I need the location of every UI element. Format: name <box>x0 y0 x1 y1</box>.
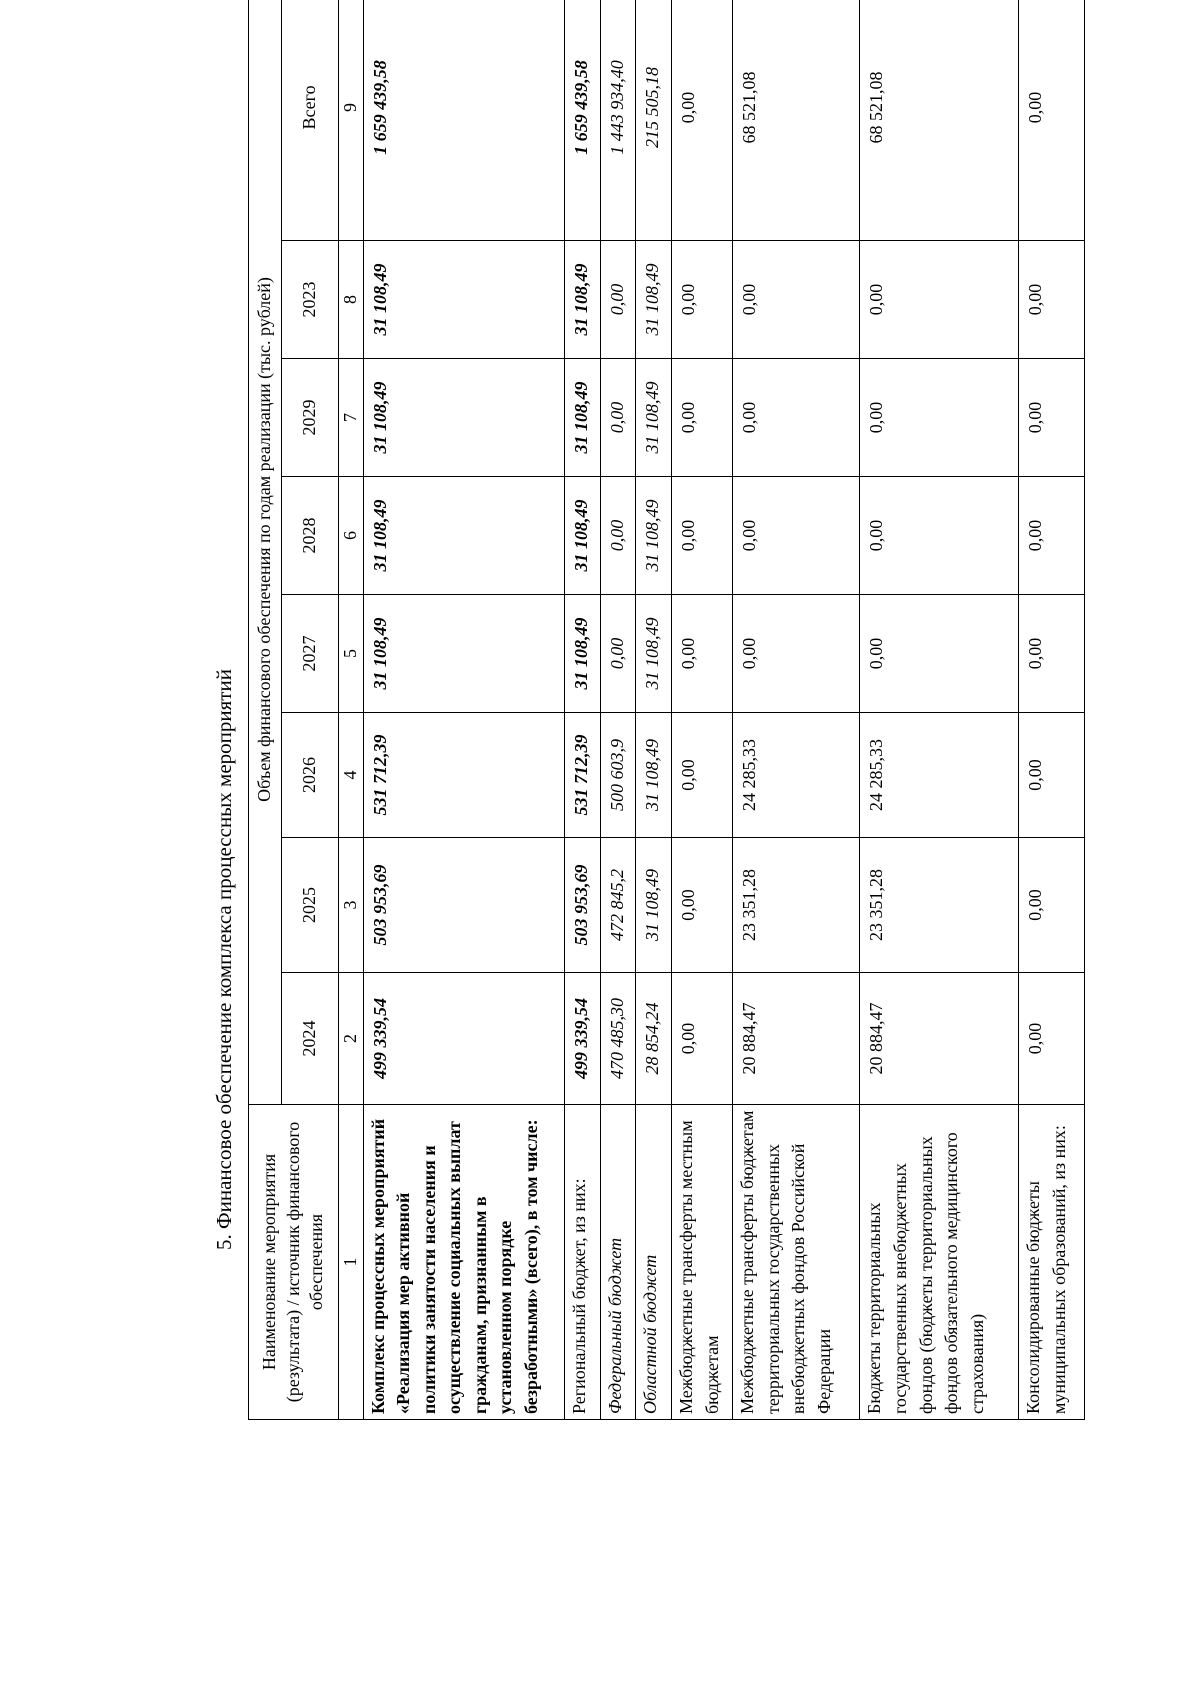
financing-table <box>248 0 1085 1420</box>
row-name: Комплекс процессных мероприятий «Реализация мер активной политики занятости населения и осуществление социальных выплат гражданам, признанным в установленном порядке безработными» (всего), в том числе: <box>363 1105 564 1420</box>
row-value: 0,00 <box>1019 713 1085 838</box>
row-value: 20 884,47 <box>733 973 860 1105</box>
row-value: 470 485,30 <box>600 973 636 1105</box>
table-row-federal-budget <box>600 0 636 1420</box>
row-value: 0,00 <box>671 359 732 477</box>
row-value: 1 443 934,40 <box>600 0 636 241</box>
header-total: Всего <box>281 0 338 241</box>
column-number: 8 <box>338 241 363 359</box>
row-value: 0,00 <box>860 595 1019 713</box>
row-value: 31 108,49 <box>565 595 601 713</box>
table-row-municipal-budgets <box>1019 0 1085 1420</box>
column-number: 5 <box>338 595 363 713</box>
row-value: 31 108,49 <box>636 359 672 477</box>
column-number: 7 <box>338 359 363 477</box>
row-name: Федеральный бюджет <box>600 1105 636 1420</box>
column-number-row <box>338 0 363 1420</box>
row-value: 0,00 <box>1019 0 1085 241</box>
row-value: 0,00 <box>600 241 636 359</box>
row-value: 0,00 <box>671 241 732 359</box>
row-value: 24 285,33 <box>733 713 860 838</box>
row-name: Консолидированные бюджеты муниципальных образований, из них: <box>1019 1105 1085 1420</box>
row-value: 500 603,9 <box>600 713 636 838</box>
header-year: 2025 <box>281 838 338 973</box>
row-name: Межбюджетные трансферты бюджетам территориальных государственных внебюджетных фондов Российской Федерации <box>733 1105 860 1420</box>
row-value: 24 285,33 <box>860 713 1019 838</box>
row-value: 0,00 <box>733 595 860 713</box>
column-number: 1 <box>338 1105 363 1420</box>
row-value: 0,00 <box>600 359 636 477</box>
row-value: 31 108,49 <box>565 359 601 477</box>
row-value: 0,00 <box>860 359 1019 477</box>
header-year: 2028 <box>281 477 338 595</box>
row-value: 31 108,49 <box>636 595 672 713</box>
row-value: 0,00 <box>733 477 860 595</box>
row-value: 31 108,49 <box>636 477 672 595</box>
row-value: 31 108,49 <box>636 838 672 973</box>
row-value: 0,00 <box>1019 838 1085 973</box>
row-value: 0,00 <box>1019 359 1085 477</box>
row-value: 0,00 <box>1019 477 1085 595</box>
row-value: 0,00 <box>671 595 732 713</box>
row-value: 68 521,08 <box>860 0 1019 241</box>
table-row-extrabudgetary-funds <box>860 0 1019 1420</box>
row-value: 0,00 <box>733 359 860 477</box>
row-value: 499 339,54 <box>565 973 601 1105</box>
row-value: 20 884,47 <box>860 973 1019 1105</box>
row-value: 31 108,49 <box>363 359 564 477</box>
header-year: 2029 <box>281 359 338 477</box>
row-value: 503 953,69 <box>363 838 564 973</box>
row-value: 499 339,54 <box>363 973 564 1105</box>
row-value: 0,00 <box>671 838 732 973</box>
table-row-extrabudgetary-transfers <box>733 0 860 1420</box>
row-value: 531 712,39 <box>565 713 601 838</box>
column-number: 4 <box>338 713 363 838</box>
column-number: 9 <box>338 0 363 241</box>
row-value: 531 712,39 <box>363 713 564 838</box>
row-value: 31 108,49 <box>636 241 672 359</box>
row-value: 23 351,28 <box>733 838 860 973</box>
header-year: 2027 <box>281 595 338 713</box>
column-number: 2 <box>338 973 363 1105</box>
page-title: 5. Финансовое обеспечение комплекса процессных мероприятий <box>212 669 236 1250</box>
financing-table-wrapper <box>248 60 1085 1420</box>
header-row-group <box>249 0 282 1420</box>
row-name: Региональный бюджет, из них: <box>565 1105 601 1420</box>
row-value: 503 953,69 <box>565 838 601 973</box>
table-row-complex-total <box>363 0 564 1420</box>
row-value: 0,00 <box>1019 595 1085 713</box>
header-volume-group: Объем финансового обеспечения по годам реализации (тыс. рублей) <box>249 0 282 1105</box>
header-year: 2023 <box>281 241 338 359</box>
row-value: 31 108,49 <box>363 595 564 713</box>
row-value: 23 351,28 <box>860 838 1019 973</box>
row-value: 31 108,49 <box>363 241 564 359</box>
row-name: Межбюджетные трансферты местным бюджетам <box>671 1105 732 1420</box>
table-row-regional-oblast-budget <box>636 0 672 1420</box>
column-number: 3 <box>338 838 363 973</box>
row-value: 0,00 <box>600 595 636 713</box>
header-name-col: Наименование мероприятия (результата) / источник финансового обеспечения <box>249 1105 339 1420</box>
row-value: 0,00 <box>1019 973 1085 1105</box>
row-value: 0,00 <box>671 973 732 1105</box>
row-value: 31 108,49 <box>636 713 672 838</box>
row-value: 0,00 <box>600 477 636 595</box>
table-row-local-transfers <box>671 0 732 1420</box>
row-value: 28 854,24 <box>636 973 672 1105</box>
row-value: 31 108,49 <box>565 241 601 359</box>
row-value: 0,00 <box>1019 241 1085 359</box>
row-value: 31 108,49 <box>363 477 564 595</box>
row-value: 68 521,08 <box>733 0 860 241</box>
row-name: Областной бюджет <box>636 1105 672 1420</box>
row-value: 0,00 <box>733 241 860 359</box>
table-row-regional-budget <box>565 0 601 1420</box>
row-value: 0,00 <box>860 477 1019 595</box>
row-value: 31 108,49 <box>565 477 601 595</box>
row-value: 0,00 <box>860 241 1019 359</box>
row-value: 1 659 439,58 <box>565 0 601 241</box>
row-value: 0,00 <box>671 0 732 241</box>
row-value: 215 505,18 <box>636 0 672 241</box>
row-value: 1 659 439,58 <box>363 0 564 241</box>
header-year: 2024 <box>281 973 338 1105</box>
row-value: 0,00 <box>671 713 732 838</box>
row-name: Бюджеты территориальных государственных внебюджетных фондов (бюджеты территориальных фондов обязательного медицинского страхования) <box>860 1105 1019 1420</box>
row-value: 472 845,2 <box>600 838 636 973</box>
header-year: 2026 <box>281 713 338 838</box>
row-value: 0,00 <box>671 477 732 595</box>
column-number: 6 <box>338 477 363 595</box>
